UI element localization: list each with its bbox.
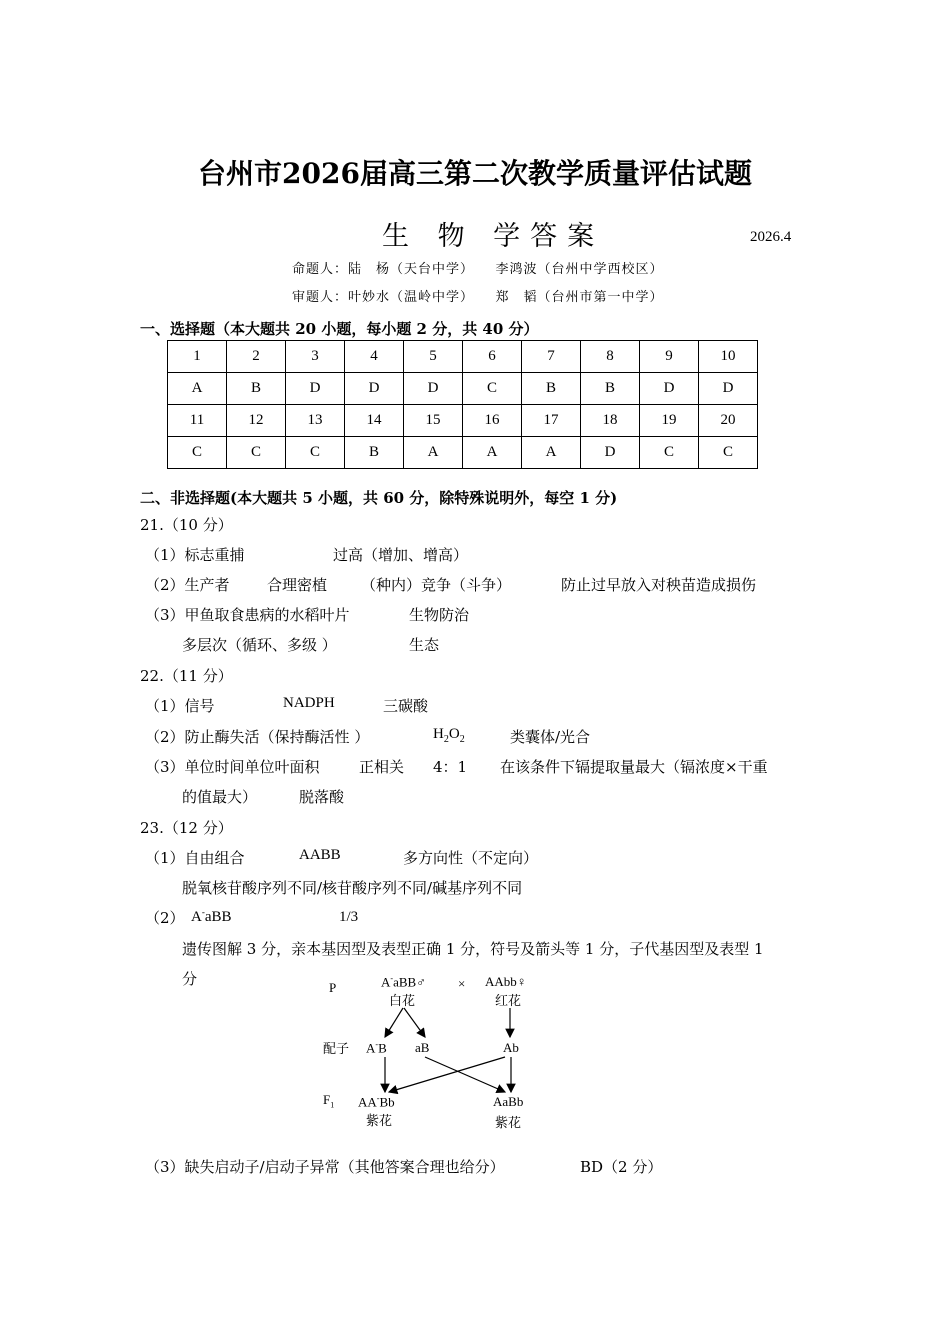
f1-letter: F [323, 1092, 331, 1107]
table-cell: D [404, 373, 463, 405]
genotype-part: A [381, 974, 391, 990]
reviewers-line: 审题人：叶妙水（温岭中学） 郑 韬（台州市第一中学） [292, 290, 664, 305]
q21-l1-a: （1）标志重捕 [145, 546, 245, 564]
table-cell: 10 [699, 341, 758, 373]
f1-label [323, 1092, 334, 1110]
genotype-sup: - [376, 1094, 380, 1103]
document-date: 2026.4 [750, 229, 792, 245]
q23-l1-a: （1）自由组合 [145, 849, 245, 867]
table-cell: 19 [640, 405, 699, 437]
q23-l4: 遗传图解 3 分，亲本基因型及表型正确 1 分，符号及箭头等 1 分，子代基因型及表型 1 [182, 940, 764, 958]
table-cell: 4 [345, 341, 404, 373]
genotype-part: AA [358, 1094, 377, 1110]
table-cell: 1 [168, 341, 227, 373]
table-cell: C [699, 437, 758, 469]
table-cell: 15 [404, 405, 463, 437]
table-cell: A [522, 437, 581, 469]
table-cell: C [227, 437, 286, 469]
gamete-label: 配子 [323, 1042, 350, 1057]
q23-l6-b: BD（2 分） [580, 1158, 663, 1176]
q22-header: 22.（11 分） [140, 667, 233, 685]
q21-l2-a: （2）生产者 [145, 576, 230, 594]
table-cell: 20 [699, 405, 758, 437]
table-row [168, 341, 758, 373]
table-cell: 3 [286, 341, 345, 373]
q22-l3-b: 正相关 [359, 758, 405, 776]
genetic-cross-diagram [315, 968, 555, 1138]
q21-l4-b: 生态 [409, 636, 440, 654]
section1-heading: 一、选择题（本大题共 20 小题，每小题 2 分，共 40 分） [140, 320, 539, 338]
document-subtitle: 生 物 学答案 [382, 221, 605, 252]
genotype-sup: - [375, 1040, 379, 1049]
offspring1-phenotype: 紫花 [366, 1114, 393, 1129]
q22-l3-d: 在该条件下镉提取量最大（镉浓度×干重 [500, 758, 768, 776]
formula-o: O [448, 726, 460, 742]
table-cell: A [463, 437, 522, 469]
f1-sub: 1 [330, 1100, 335, 1110]
table-cell: 14 [345, 405, 404, 437]
table-cell: 12 [227, 405, 286, 437]
gamete-1 [366, 1040, 387, 1056]
q23-l3-b: 1/3 [339, 909, 359, 925]
gamete-3: Ab [503, 1040, 519, 1055]
table-cell: 7 [522, 341, 581, 373]
answer-table [167, 340, 758, 469]
table-cell: A [404, 437, 463, 469]
q23-l5: 分 [182, 970, 198, 988]
table-row [168, 405, 758, 437]
table-cell: B [581, 373, 640, 405]
q21-l2-b: 合理密植 [267, 576, 328, 594]
q23-l6-a: （3）缺失启动子/启动子异常（其他答案合理也给分） [145, 1158, 505, 1176]
table-cell: 5 [404, 341, 463, 373]
p-label: P [329, 980, 337, 995]
cross-symbol: × [458, 976, 466, 991]
q23-l2: 脱氧核苷酸序列不同/核苷酸序列不同/碱基序列不同 [182, 879, 523, 897]
table-cell: 11 [168, 405, 227, 437]
q21-l2-d: 防止过早放入对秧苗造成损伤 [561, 576, 757, 594]
q22-l2-a: （2）防止酶失活（保持酶活性 ） [145, 728, 370, 746]
q23-l3-a: （2） [145, 909, 185, 927]
formula-sub-2a: 2 [443, 734, 449, 745]
document-title: 台州市2026届高三第二次教学质量评估试题 [198, 157, 752, 190]
gamete-2: aB [415, 1040, 430, 1055]
arrow-g3-f1a [389, 1057, 505, 1092]
q22-l2-c: 类囊体/光合 [510, 728, 591, 746]
table-cell: D [699, 373, 758, 405]
table-cell: 8 [581, 341, 640, 373]
arrow-g2-f1b [425, 1057, 505, 1092]
q21-l1-b: 过高（增加、增高） [333, 546, 469, 564]
table-cell: B [345, 437, 404, 469]
genotype-sup: - [201, 907, 205, 917]
q22-l1-b: NADPH [283, 695, 335, 711]
q22-l3-c: 4：1 [433, 758, 468, 776]
section2-heading: 二、非选择题(本大题共 5 小题，共 60 分，除特殊说明外，每空 1 分) [140, 489, 618, 507]
arrow-p1-gamete2 [404, 1008, 425, 1037]
parent1-genotype [381, 974, 426, 990]
q23-header: 23.（12 分） [140, 819, 233, 837]
table-cell: 16 [463, 405, 522, 437]
table-row [168, 437, 758, 469]
table-cell: C [463, 373, 522, 405]
table-cell: C [640, 437, 699, 469]
genotype-part: B [378, 1040, 387, 1056]
table-cell: 2 [227, 341, 286, 373]
q21-l3-a: （3）甲鱼取食患病的水稻叶片 [145, 606, 350, 624]
q21-l3-b: 生物防治 [409, 606, 470, 624]
table-cell: B [522, 373, 581, 405]
offspring1-genotype [358, 1094, 395, 1110]
table-cell: D [640, 373, 699, 405]
table-cell: 13 [286, 405, 345, 437]
table-cell: 6 [463, 341, 522, 373]
parent1-phenotype: 白花 [389, 994, 416, 1009]
q22-l4-b: 脱落酸 [299, 788, 345, 806]
table-row [168, 373, 758, 405]
offspring2-genotype: AaBb [493, 1094, 524, 1109]
table-cell: 17 [522, 405, 581, 437]
table-cell: D [345, 373, 404, 405]
setters-line: 命题人：陆 杨（天台中学） 李鸿波（台州中学西校区） [292, 262, 664, 277]
parent2-genotype: AAbb♀ [485, 974, 527, 989]
arrow-p1-gamete1 [385, 1008, 403, 1037]
h2o2-formula [433, 726, 465, 745]
offspring2-phenotype: 紫花 [495, 1116, 522, 1131]
q21-l4-a: 多层次（循环、多级 ） [182, 636, 337, 654]
genotype-part: aBB♂ [393, 974, 426, 990]
q23-l1-c: 多方向性（不定向） [403, 849, 539, 867]
table-cell: B [227, 373, 286, 405]
table-cell: D [286, 373, 345, 405]
q22-l4-a: 的值最大） [182, 788, 258, 806]
table-cell: C [168, 437, 227, 469]
q22-l1-c: 三碳酸 [383, 697, 429, 715]
genotype-part: A [191, 909, 202, 925]
table-cell: A [168, 373, 227, 405]
genotype-part: A [366, 1040, 376, 1056]
formula-h: H [433, 726, 444, 742]
formula-sub-2b: 2 [459, 734, 465, 745]
table-cell: 9 [640, 341, 699, 373]
table-cell: D [581, 437, 640, 469]
table-cell: 18 [581, 405, 640, 437]
q21-header: 21.（10 分） [140, 516, 233, 534]
table-cell: C [286, 437, 345, 469]
parent2-phenotype: 红花 [495, 994, 522, 1009]
genotype-a-aBB [191, 907, 232, 926]
q22-l3-a: （3）单位时间单位叶面积 [145, 758, 320, 776]
genotype-part: aBB [204, 909, 232, 925]
genotype-part: Bb [379, 1094, 395, 1110]
q22-l1-a: （1）信号 [145, 697, 215, 715]
genotype-sup: - [390, 974, 394, 983]
q23-l1-b: AABB [299, 847, 341, 863]
q21-l2-c: （种内）竞争（斗争） [361, 576, 512, 594]
